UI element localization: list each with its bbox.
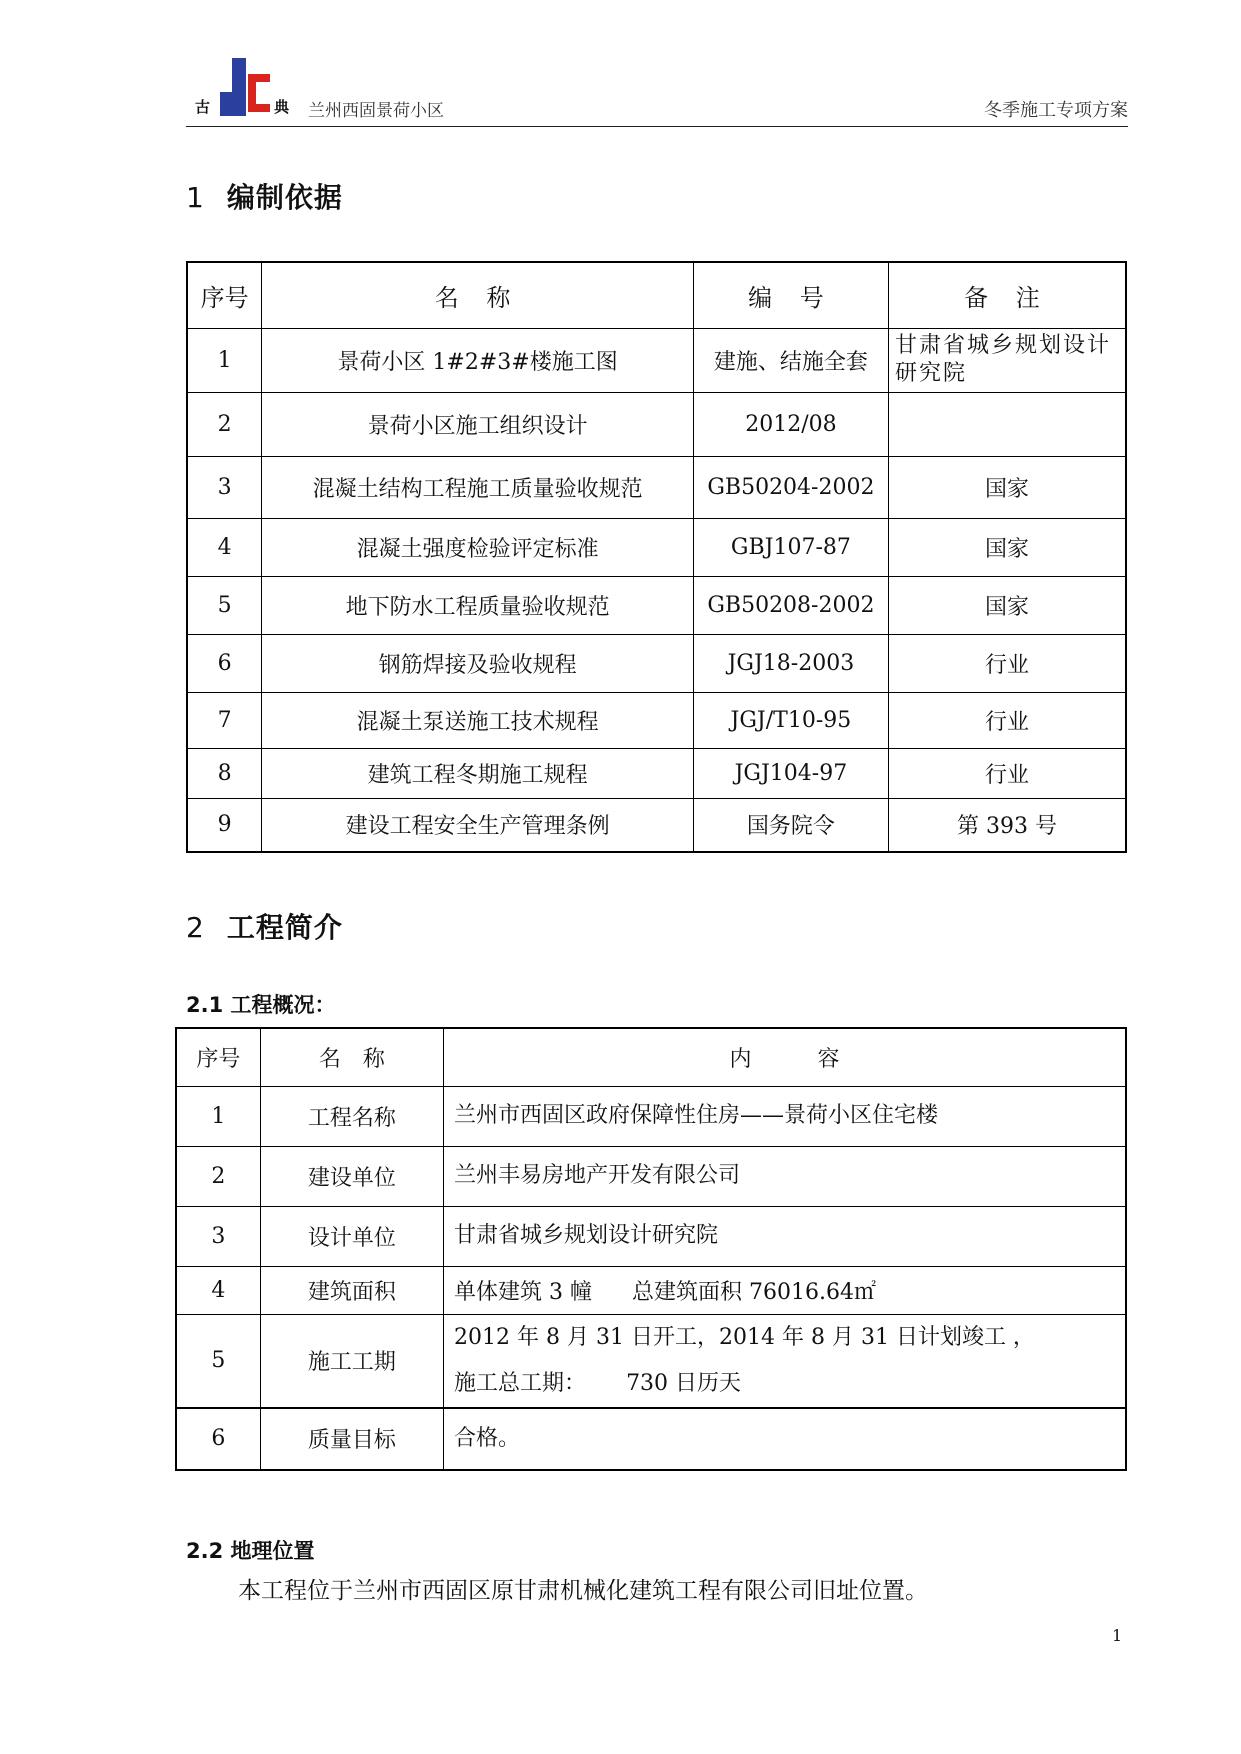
table-row <box>187 692 1126 748</box>
schedule-line-1: 2012 年 8 月 31 日开工，2014 年 8 月 31 日计划竣工 ， <box>454 1324 1035 1350</box>
cell-name: 钢筋焊接及验收规程 <box>262 634 694 692</box>
cell-content: 合格。 <box>444 1408 1126 1470</box>
table-row <box>187 518 1126 576</box>
page-number: 1 <box>1112 1626 1123 1645</box>
page-header <box>186 52 1128 127</box>
cell-code: JGJ/T10-95 <box>693 692 888 748</box>
header-document-title: 冬季施工专项方案 <box>984 100 1128 121</box>
cell-no: 3 <box>187 456 262 518</box>
cell-no: 5 <box>187 576 262 634</box>
table-row <box>187 798 1126 852</box>
section-1-title: 编制依据 <box>226 181 343 214</box>
cell-no: 8 <box>187 748 262 798</box>
section-2-title: 工程简介 <box>226 911 343 944</box>
logo-char-left: 古 <box>195 98 211 116</box>
cell-no: 1 <box>176 1086 260 1146</box>
header-no: 序号 <box>176 1028 260 1086</box>
cell-name: 混凝土结构工程施工质量验收规范 <box>262 456 694 518</box>
cell-code: 2012/08 <box>693 392 888 456</box>
section-2-heading <box>186 906 343 946</box>
cell-no: 9 <box>187 798 262 852</box>
cell-content: 兰州市西固区政府保障性住房——景荷小区住宅楼 <box>444 1086 1126 1146</box>
cell-no: 4 <box>187 518 262 576</box>
cell-name: 质量目标 <box>260 1408 443 1470</box>
section-2-number: 2 <box>186 911 205 944</box>
cell-content: 甘肃省城乡规划设计研究院 <box>444 1206 1126 1266</box>
cell-note <box>888 392 1126 456</box>
schedule-label: 施工总工期： <box>454 1370 587 1396</box>
cell-name: 建设工程安全生产管理条例 <box>262 798 694 852</box>
cell-code: JGJ18-2003 <box>693 634 888 692</box>
cell-no: 2 <box>187 392 262 456</box>
cell-note: 第 393 号 <box>888 798 1126 852</box>
cell-code: JGJ104-97 <box>693 748 888 798</box>
section-1-number: 1 <box>186 181 205 214</box>
cell-name: 地下防水工程质量验收规范 <box>262 576 694 634</box>
header-project-name: 兰州西固景荷小区 <box>308 101 444 121</box>
location-paragraph: 本工程位于兰州市西固区原甘肃机械化建筑工程有限公司旧址位置。 <box>238 1578 928 1604</box>
header-content: 内 容 <box>444 1028 1126 1086</box>
table-row <box>176 1266 1126 1314</box>
table-row <box>187 392 1126 456</box>
table-row <box>176 1314 1126 1408</box>
section-1-heading <box>186 176 343 216</box>
table-header-row <box>187 262 1126 328</box>
cell-code: 国务院令 <box>693 798 888 852</box>
logo-char-right: 典 <box>274 98 290 116</box>
total-area: 总建筑面积 76016.64㎡ <box>632 1279 876 1305</box>
cell-code: GB50204-2002 <box>693 456 888 518</box>
table-row <box>187 576 1126 634</box>
cell-name: 建筑面积 <box>260 1266 443 1314</box>
header-code: 编 号 <box>693 262 888 328</box>
reference-table <box>186 261 1127 853</box>
cell-name: 混凝土泵送施工技术规程 <box>262 692 694 748</box>
cell-name: 建设单位 <box>260 1146 443 1206</box>
cell-no: 4 <box>176 1266 260 1314</box>
cell-note: 国家 <box>888 576 1126 634</box>
subsection-2-2-title: 2.2 地理位置 <box>186 1539 315 1563</box>
cell-code: GB50208-2002 <box>693 576 888 634</box>
cell-code: 建施、结施全套 <box>693 328 888 392</box>
cell-note: 国家 <box>888 518 1126 576</box>
cell-no: 6 <box>176 1408 260 1470</box>
cell-no: 2 <box>176 1146 260 1206</box>
cell-note: 甘肃省城乡规划设计研究院 <box>888 328 1126 392</box>
table-row <box>176 1146 1126 1206</box>
table-row <box>176 1206 1126 1266</box>
table-row <box>187 456 1126 518</box>
cell-content <box>444 1314 1126 1408</box>
cell-content <box>444 1266 1126 1314</box>
cell-name: 工程名称 <box>260 1086 443 1146</box>
cell-no: 6 <box>187 634 262 692</box>
table-row <box>187 328 1126 392</box>
cell-no: 7 <box>187 692 262 748</box>
header-name: 名 称 <box>260 1028 443 1086</box>
cell-name: 景荷小区施工组织设计 <box>262 392 694 456</box>
cell-name: 景荷小区 1#2#3#楼施工图 <box>262 328 694 392</box>
cell-no: 1 <box>187 328 262 392</box>
building-count: 单体建筑 3 幢 <box>454 1279 593 1305</box>
cell-note: 行业 <box>888 692 1126 748</box>
cell-no: 3 <box>176 1206 260 1266</box>
table-row <box>187 634 1126 692</box>
cell-name: 建筑工程冬期施工规程 <box>262 748 694 798</box>
subsection-2-1-title: 2.1 工程概况： <box>186 993 336 1017</box>
header-note: 备 注 <box>888 262 1126 328</box>
table-header-row <box>176 1028 1126 1086</box>
header-name: 名 称 <box>262 262 694 328</box>
cell-note: 行业 <box>888 634 1126 692</box>
table-row <box>176 1408 1126 1470</box>
project-overview-table <box>175 1027 1127 1471</box>
cell-code: GBJ107-87 <box>693 518 888 576</box>
cell-note: 国家 <box>888 456 1126 518</box>
cell-note: 行业 <box>888 748 1126 798</box>
cell-name: 施工工期 <box>260 1314 443 1408</box>
schedule-days: 730 日历天 <box>626 1370 742 1396</box>
schedule-line-2 <box>454 1361 1119 1407</box>
header-no: 序号 <box>187 262 262 328</box>
table-row <box>176 1086 1126 1146</box>
cell-name: 混凝土强度检验评定标准 <box>262 518 694 576</box>
cell-name: 设计单位 <box>260 1206 443 1266</box>
cell-content: 兰州丰易房地产开发有限公司 <box>444 1146 1126 1206</box>
table-row <box>187 748 1126 798</box>
cell-no: 5 <box>176 1314 260 1408</box>
